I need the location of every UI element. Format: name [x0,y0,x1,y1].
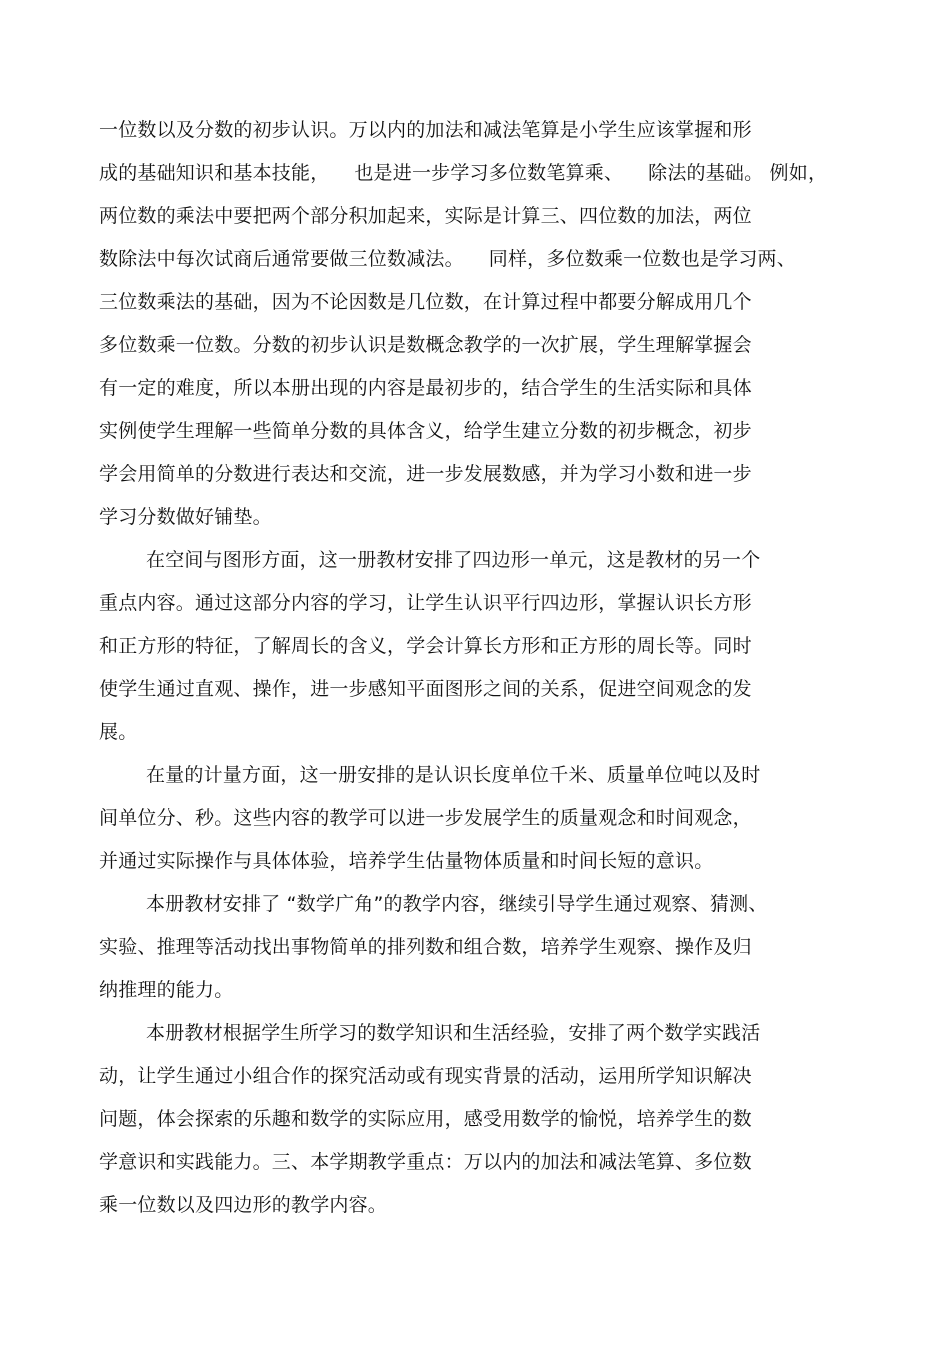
text-line: 学习分数做好铺垫。 [99,506,272,528]
text-line: 和正方形的特征，了解周长的含义，学会计算长方形和正方形的周长等。同时 [99,635,752,657]
text-line: 乘一位数以及四边形的教学内容。 [99,1194,388,1216]
paragraph-start-line: 本册教材安排了 “数学广角”的教学内容，继续引导学生通过观察、猜测、 [146,893,768,915]
text-line: 有一定的难度，所以本册出现的内容是最初步的，结合学生的生活实际和具体 [99,377,752,399]
text-line: 纳推理的能力。 [99,979,234,1001]
text-line: 问题，体会探索的乐趣和数学的实际应用，感受用数学的愉悦，培养学生的数 [99,1108,752,1130]
text-line: 使学生通过直观、操作，进一步感知平面图形之间的关系，促进空间观念的发 [99,678,752,700]
text-line: 三位数乘法的基础，因为不论因数是几位数，在计算过程中都要分解成用几个 [99,291,752,313]
paragraph-start-line: 在空间与图形方面，这一册教材安排了四边形一单元，这是教材的另一个 [146,549,761,571]
text-line: 展。 [99,721,138,743]
text-line: 并通过实际操作与具体体验，培养学生估量物体质量和时间长短的意识。 [99,850,714,872]
text-line: 多位数乘一位数。分数的初步认识是数概念教学的一次扩展，学生理解掌握会 [99,334,752,356]
text-line: 实例使学生理解一些简单分数的具体含义，给学生建立分数的初步概念，初步 [99,420,752,442]
text-line: 一位数以及分数的初步认识。万以内的加法和减法笔算是小学生应该掌握和形 [99,119,752,141]
text-line: 数除法中每次试商后通常要做三位数减法。 同样，多位数乘一位数也是学习两、 [99,248,796,270]
text-line: 实验、推理等活动找出事物简单的排列数和组合数，培养学生观察、操作及归 [99,936,752,958]
text-line: 动，让学生通过小组合作的探究活动或有现实背景的活动，运用所学知识解决 [99,1065,752,1087]
paragraph-start-line: 在量的计量方面，这一册安排的是认识长度单位千米、质量单位吨以及时 [146,764,761,786]
text-line: 间单位分、秒。这些内容的教学可以进一步发展学生的质量观念和时间观念， [99,807,752,829]
text-line: 学会用简单的分数进行表达和交流，进一步发展数感，并为学习小数和进一步 [99,463,752,485]
paragraph-start-line: 本册教材根据学生所学习的数学知识和生活经验，安排了两个数学实践活 [146,1022,761,1044]
text-line: 学意识和实践能力。三、本学期教学重点：万以内的加法和减法笔算、多位数 [99,1151,752,1173]
text-line: 重点内容。通过这部分内容的学习，让学生认识平行四边形，掌握认识长方形 [99,592,752,614]
text-line: 成的基础知识和基本技能， 也是进一步学习多位数笔算乘、 除法的基础。 例如， [99,162,828,184]
text-line: 两位数的乘法中要把两个部分积加起来，实际是计算三、四位数的加法，两位 [99,205,752,227]
